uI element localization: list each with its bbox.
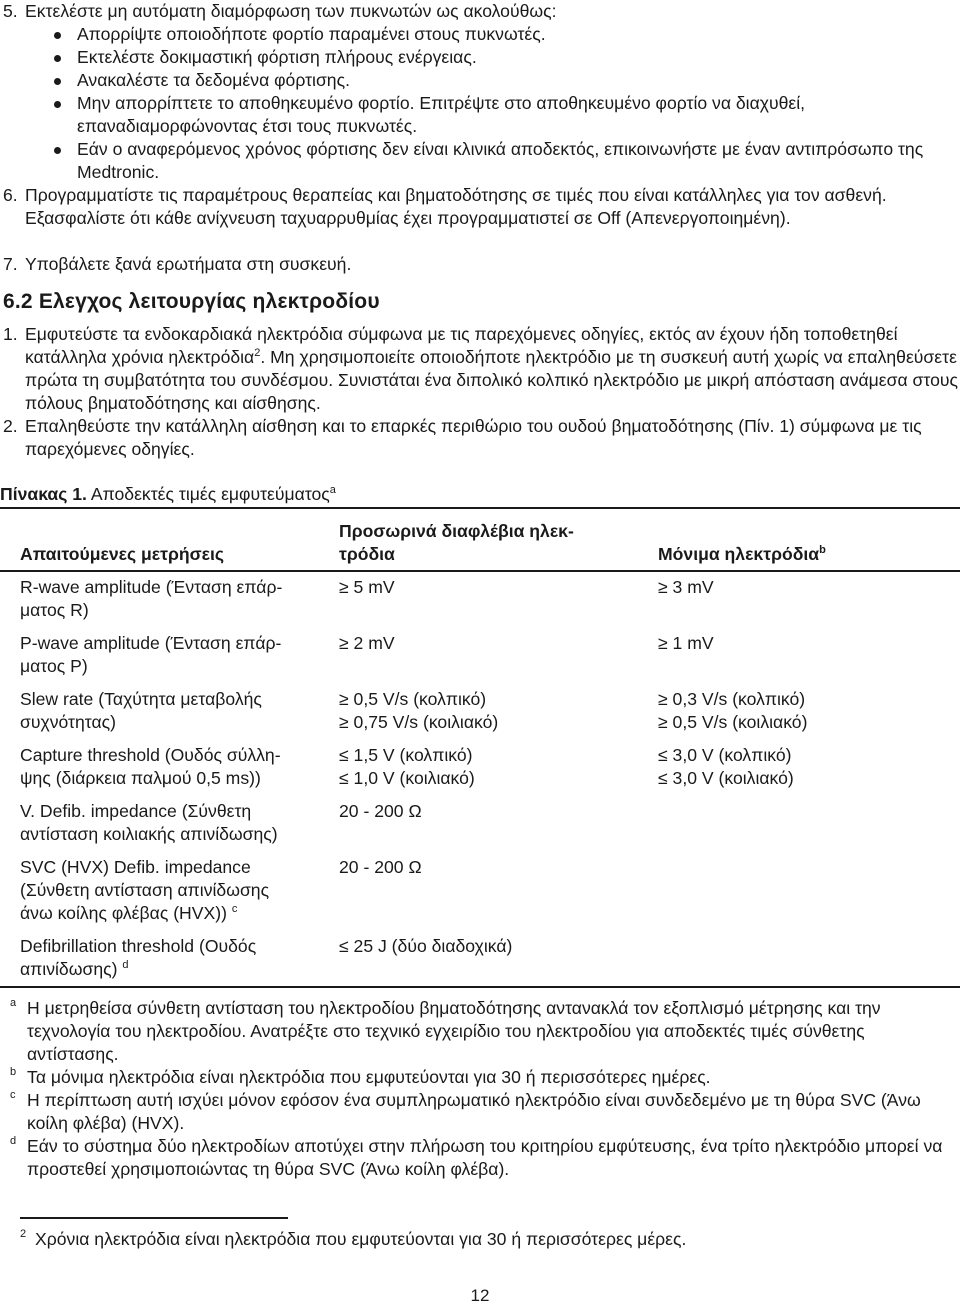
step-number: 5. <box>3 1 18 21</box>
table-cell-temporary: ≤ 25 J (δύο διαδοχικά) <box>339 936 513 956</box>
cell-line: ≥ 0,5 V/s (κολπικό) <box>339 689 487 709</box>
table-cell-temporary: 20 - 200 Ω <box>339 801 422 821</box>
bullet-text: Μην απορρίπτετε το αποθηκευμένο φορτίο. Επιτρέψτε στο αποθηκευμένο φορτίο να διαχυθεί, επαναδιαμορφώνοντας έτσι τους πυκνωτές. <box>77 93 806 136</box>
footnote-text: Εάν το σύστημα δύο ηλεκτροδίων αποτύχει στην πλήρωση του κριτηρίου εμφύτευσης, ένα τρίτο ηλεκτρόδιο μπορεί να προστεθεί χρησιμοποιώντας τη θύρα SVC (Άνω κοίλη φλέβα). <box>27 1136 943 1179</box>
cell-line: ≥ 0,3 V/s (κολπικό) <box>658 689 806 709</box>
cell-line: συχνότητας) <box>20 712 116 732</box>
table-cell-temporary <box>339 688 639 734</box>
cell-line: (Σύνθετη αντίσταση απινίδωσης <box>20 880 270 900</box>
bullet-icon <box>54 32 61 39</box>
step-text: Εκτελέστε μη αυτόματη διαμόρφωση των πυκνωτών ως ακολούθως: <box>25 1 557 21</box>
bullet-icon <box>54 147 61 154</box>
table-row-measurement <box>20 935 320 981</box>
page-footnote <box>20 1228 960 1251</box>
step-number: 2. <box>3 416 18 436</box>
cell-line: R-wave amplitude (Ένταση επάρ- <box>20 577 283 597</box>
bullet-item <box>54 23 954 46</box>
table-footnote <box>10 1135 958 1181</box>
footnote-ref: 2 <box>254 347 261 359</box>
table-cell-permanent <box>658 744 958 790</box>
step-number: 6. <box>3 185 18 205</box>
header-line: Προσωρινά διαφλέβια ηλεκ- <box>339 521 574 541</box>
bullet-text: Εκτελέστε δοκιμαστική φόρτιση πλήρους ενέργειας. <box>77 47 477 67</box>
table-row-measurement <box>20 576 320 622</box>
step-text: Υποβάλετε ξανά ερωτήματα στη συσκευή. <box>25 254 352 274</box>
header-text: Μόνιμα ηλεκτρόδια <box>658 544 820 564</box>
table-cell-permanent <box>658 688 958 734</box>
step-5 <box>3 0 958 23</box>
page-number: 12 <box>470 1286 490 1305</box>
cell-line: ≥ 0,5 V/s (κοιλιακό) <box>658 712 808 732</box>
table-cell-temporary: ≥ 5 mV <box>339 577 395 597</box>
table-header-rule <box>0 570 960 572</box>
table-cell-temporary: ≥ 2 mV <box>339 633 395 653</box>
table-top-rule <box>0 507 960 509</box>
footnote-ref: a <box>329 484 336 496</box>
step-text-part: . Μη χρησιμοποιείτε οποιοδήποτε ηλεκτρόδιο με τη συσκευή αυτή χωρίς να επαληθεύσετε πρώτα τη συμβατότητα του συνδέσμου. Συνιστάται ένα διπολικό κολπικό ηλεκτρόδιο με μικρή απόσταση ανάμεσα στους πόλους βηματοδότησης και αίσθησης. <box>25 347 958 413</box>
step-text <box>25 323 958 415</box>
cell-line: SVC (HVX) Defib. impedance <box>20 857 251 877</box>
table-header-measurements: Απαιτούμενες μετρήσεις <box>20 544 225 564</box>
bullet-item <box>54 92 954 138</box>
footnote-ref: c <box>231 903 238 915</box>
table-row-measurement <box>20 856 320 925</box>
footnote-separator <box>20 1217 288 1219</box>
table-cell-temporary <box>339 744 639 790</box>
step-7 <box>3 253 958 276</box>
bullet-icon <box>54 78 61 85</box>
bullet-item <box>54 138 954 184</box>
section-heading: 6.2 Ελεγχος λειτουργίας ηλεκτροδίου <box>3 290 380 313</box>
table-caption <box>0 483 336 506</box>
cell-line: αντίσταση κοιλιακής απινίδωσης) <box>20 824 278 844</box>
table-footnote <box>10 997 958 1066</box>
cell-line <box>20 902 320 925</box>
cell-line: Defibrillation threshold (Ουδός <box>20 936 257 956</box>
step-text-part: Εμφυτεύστε τα ενδοκαρδιακά ηλεκτρόδια σύμφωνα με τις παρεχόμενες οδηγίες, εκτός αν έχουν ήδη τοποθετηθεί κατάλληλα χρόνια ηλεκτρόδια <box>25 324 898 367</box>
cell-line: ≤ 3,0 V (κοιλιακό) <box>658 768 794 788</box>
table-row-measurement <box>20 688 320 734</box>
table-bottom-rule <box>0 986 960 988</box>
table-cell-permanent: ≥ 1 mV <box>658 633 714 653</box>
cell-line: ≤ 1,5 V (κολπικό) <box>339 745 473 765</box>
cell-line: ματος P) <box>20 656 88 676</box>
cell-line: ≤ 1,0 V (κοιλιακό) <box>339 768 475 788</box>
bullet-icon <box>54 55 61 62</box>
footnote-text: Τα μόνιμα ηλεκτρόδια είναι ηλεκτρόδια που εμφυτεύονται για 30 ή περισσότερες ημέρες. <box>27 1067 711 1087</box>
bullet-item <box>54 69 954 92</box>
footnote-text: Η περίπτωση αυτή ισχύει μόνον εφόσον ένα συμπληρωματικό ηλεκτρόδιο είναι συνδεδεμένο με τη θύρα SVC (Άνω κοίλη φλέβα) (HVX). <box>27 1090 921 1133</box>
table-row-measurement <box>20 744 320 790</box>
bullet-item <box>54 46 954 69</box>
cell-line: ματος R) <box>20 600 89 620</box>
section-step-2 <box>3 415 958 461</box>
step-6 <box>3 184 958 230</box>
table-row-measurement <box>20 632 320 678</box>
cell-line: ≤ 3,0 V (κολπικό) <box>658 745 792 765</box>
table-header-permanent <box>658 543 958 566</box>
cell-line: P-wave amplitude (Ένταση επάρ- <box>20 633 282 653</box>
cell-line: ≥ 0,75 V/s (κοιλιακό) <box>339 712 499 732</box>
table-caption-text: Αποδεκτές τιμές εμφυτεύματος <box>86 484 330 504</box>
footnote-mark: b <box>10 1066 17 1078</box>
bullet-icon <box>54 101 61 108</box>
step-text: Επαληθεύστε την κατάλληλη αίσθηση και το επαρκές περιθώριο του ουδού βηματοδότησης (Πίν. 1) σύμφωνα με τις παρεχόμενες οδηγίες. <box>25 416 922 459</box>
table-footnote <box>10 1066 958 1089</box>
cell-line: Capture threshold (Ουδός σύλλη- <box>20 745 281 765</box>
footnote-ref: b <box>819 544 826 556</box>
cell-line: V. Defib. impedance (Σύνθετη <box>20 801 252 821</box>
footnote-text: Η μετρηθείσα σύνθετη αντίσταση του ηλεκτροδίου βηματοδότησης αντανακλά τον εξοπλισμό μέτρησης και την τεχνολογία του ηλεκτροδίου. Ανατρέξτε στο τεχνικό εγχειρίδιο του ηλεκτροδίου για αποδεκτές τιμές σύνθετης αντίστασης. <box>27 998 881 1064</box>
footnote-mark: a <box>10 997 17 1009</box>
footnote-text: Χρόνια ηλεκτρόδια είναι ηλεκτρόδια που εμφυτεύονται για 30 ή περισσότερες μέρες. <box>35 1229 687 1249</box>
bullet-text: Εάν ο αναφερόμενος χρόνος φόρτισης δεν είναι κλινικά αποδεκτός, επικοινωνήστε με έναν αντιπρόσωπο της Medtronic. <box>77 139 924 182</box>
table-row-measurement <box>20 800 320 846</box>
footnote-mark: c <box>10 1089 16 1101</box>
cell-line: Slew rate (Ταχύτητα μεταβολής <box>20 689 262 709</box>
bullet-text: Απορρίψτε οποιοδήποτε φορτίο παραμένει στους πυκνωτές. <box>77 24 546 44</box>
section-step-1 <box>3 323 958 415</box>
step-number: 7. <box>3 254 18 274</box>
step-text: Προγραμματίστε τις παραμέτρους θεραπείας και βηματοδότησης σε τιμές που είναι κατάλληλες για τον ασθενή. Εξασφαλίστε ότι κάθε ανίχνευση ταχυαρρυθμίας έχει προγραμματιστεί σε Off (Απενεργοποιημένη). <box>25 185 887 228</box>
table-cell-permanent: ≥ 3 mV <box>658 577 714 597</box>
footnote-ref: d <box>122 959 129 971</box>
table-footnote <box>10 1089 958 1135</box>
step-number: 1. <box>3 324 18 344</box>
table-header-temporary <box>339 520 639 566</box>
header-line: τρόδια <box>339 544 395 564</box>
bullet-text: Ανακαλέστε τα δεδομένα φόρτισης. <box>77 70 350 90</box>
table-cell-temporary: 20 - 200 Ω <box>339 857 422 877</box>
footnote-mark: 2 <box>20 1228 27 1240</box>
footnote-mark: d <box>10 1135 17 1147</box>
cell-text: άνω κοίλης φλέβας (HVX)) <box>20 903 227 923</box>
table-caption-label: Πίνακας 1. <box>0 484 87 504</box>
cell-line: ψης (διάρκεια παλμού 0,5 ms)) <box>20 768 261 788</box>
cell-text: απινίδωσης) <box>20 959 118 979</box>
cell-line <box>20 958 320 981</box>
